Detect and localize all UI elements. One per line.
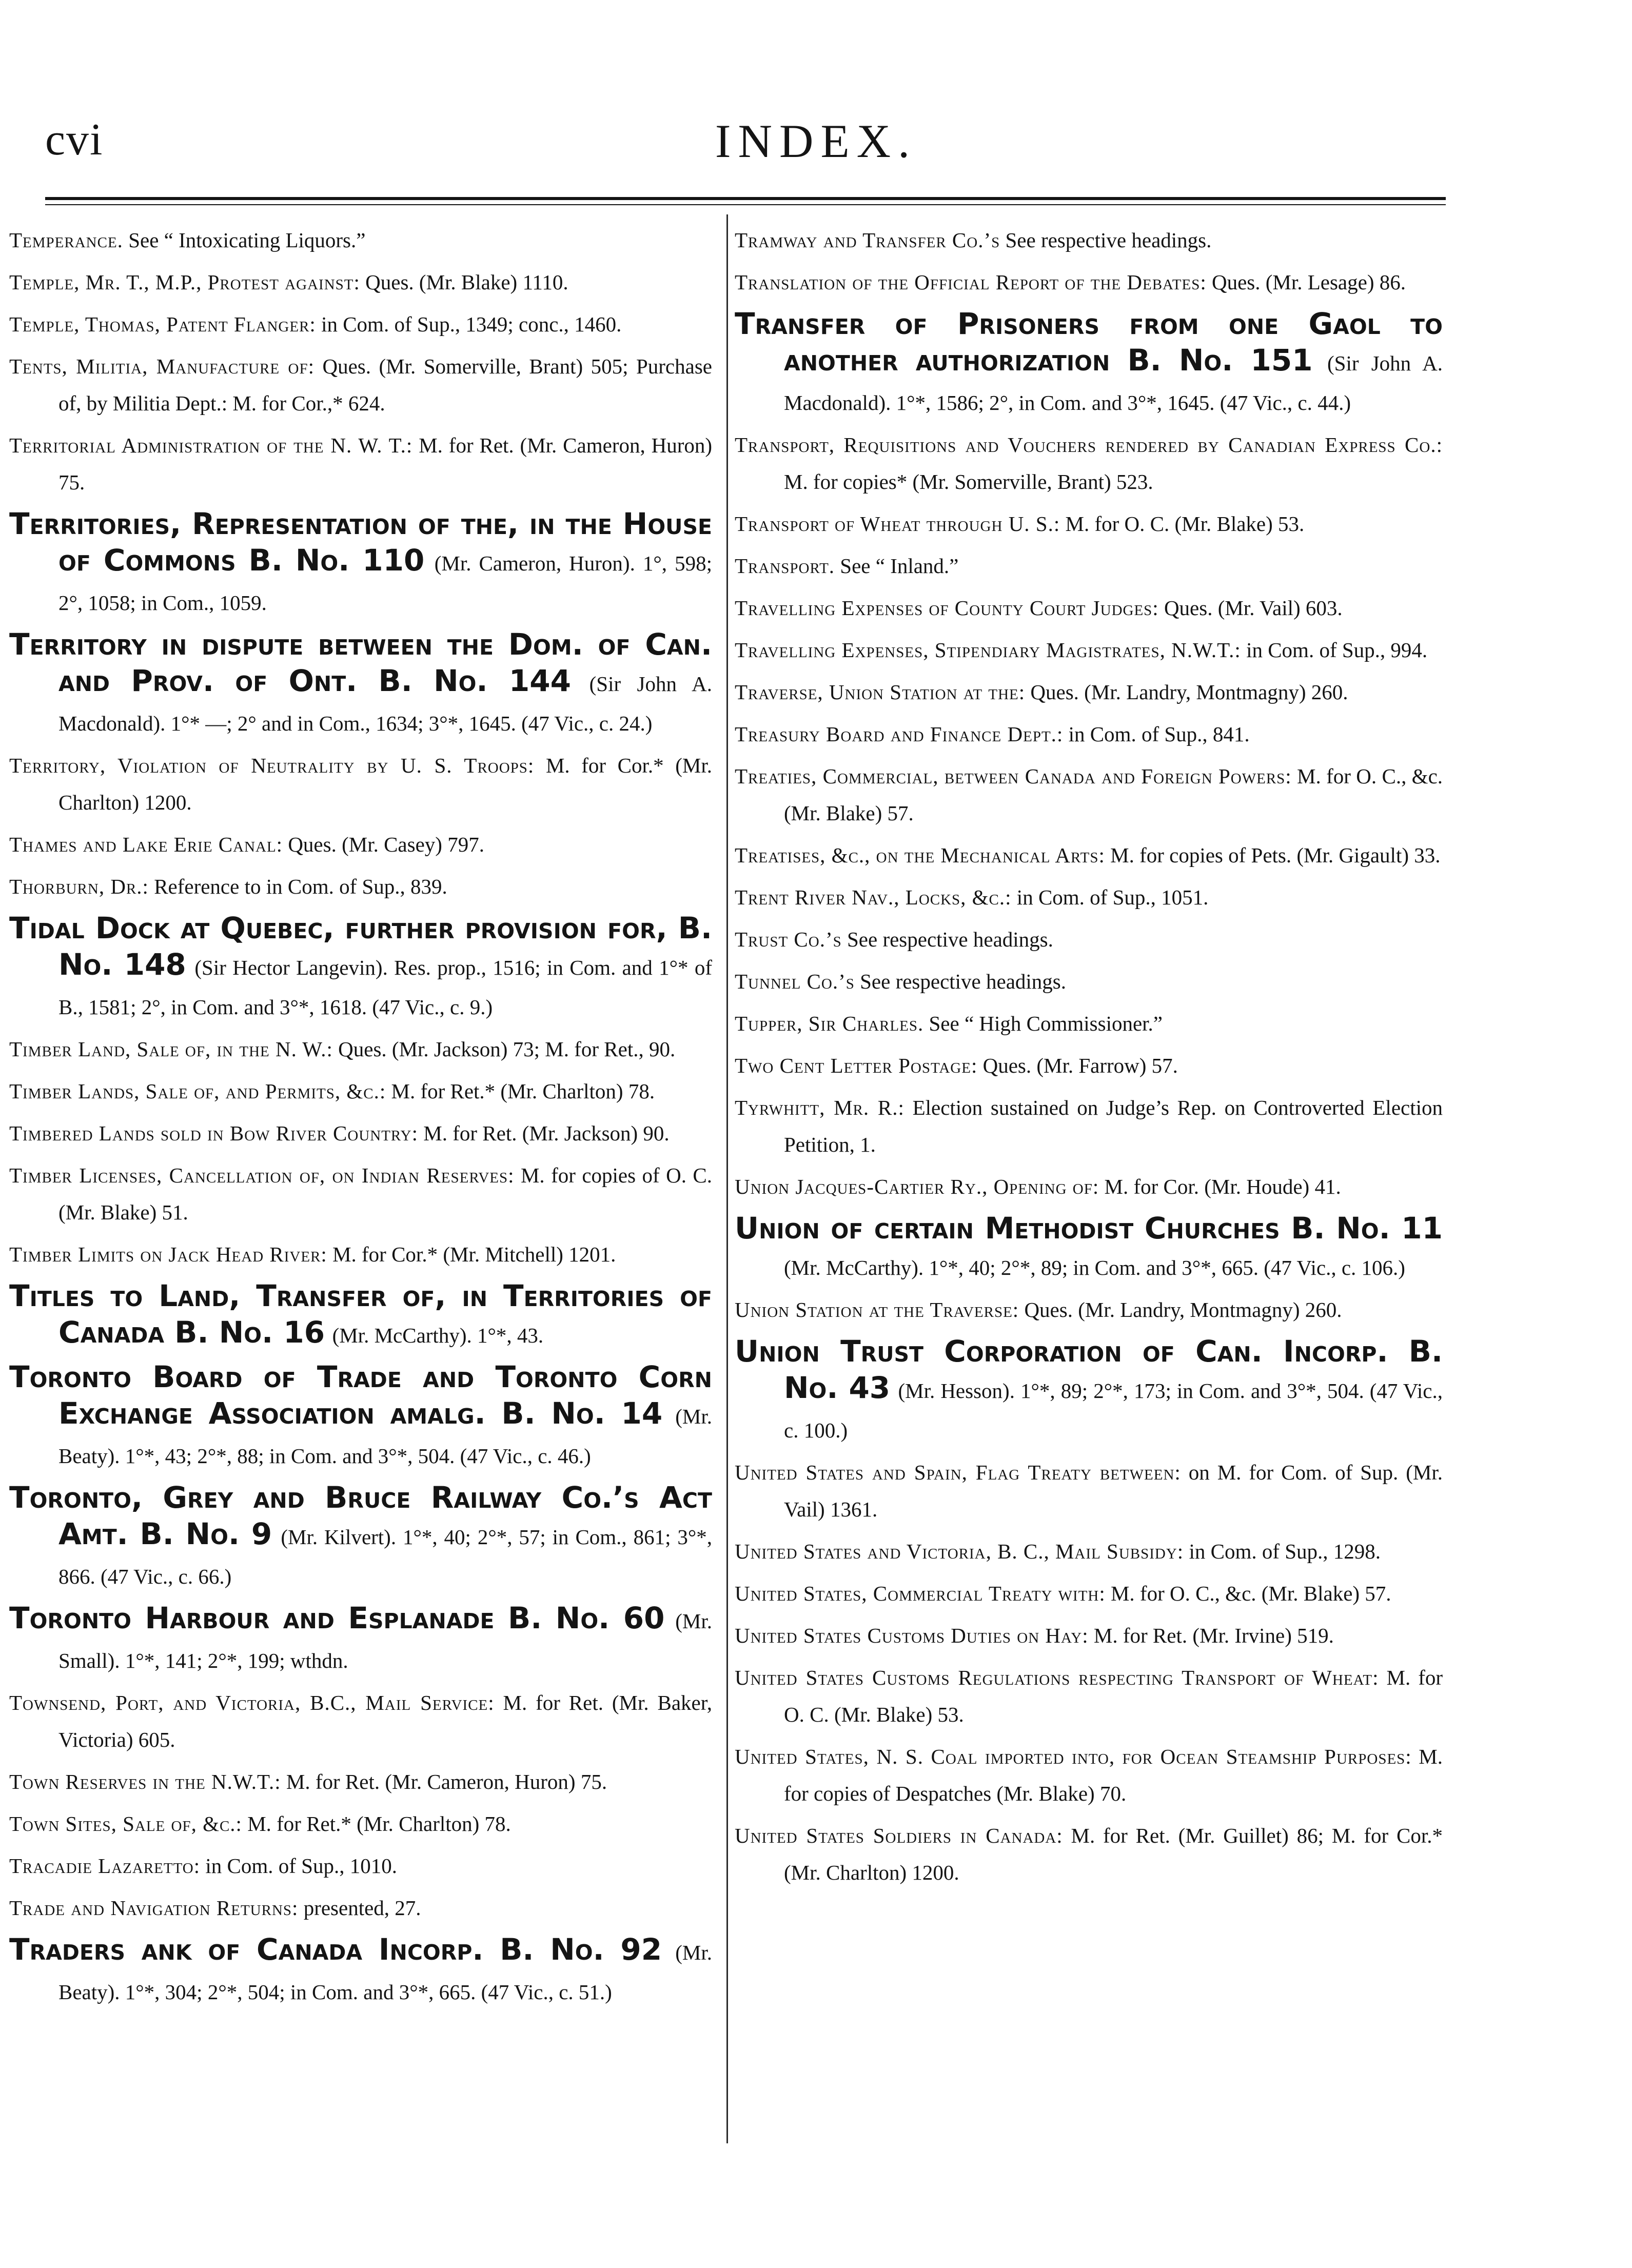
entry-heading: Thames and Lake Erie Canal:	[9, 833, 283, 856]
index-entry	[735, 1659, 1443, 1733]
page-number: cvi	[45, 115, 104, 165]
entry-detail: M. for copies of Despatches (Mr. Blake) 70.	[784, 1745, 1443, 1805]
entry-heading: Timbered Lands sold in Bow River Country:	[9, 1121, 419, 1145]
index-entry	[9, 427, 712, 501]
entry-heading: United States and Victoria, B. C., Mail Subsidy:	[735, 1540, 1184, 1563]
index-entry	[9, 1359, 712, 1474]
index-entry	[9, 1763, 712, 1800]
entry-detail: Ques. (Mr. Vail) 603.	[1164, 596, 1343, 620]
index-entry	[735, 1291, 1443, 1328]
entry-heading: Timber Land, Sale of, in the N. W.:	[9, 1037, 333, 1061]
entry-heading: Town Sites, Sale of, &c.:	[9, 1812, 242, 1836]
entry-heading: Tunnel Co.’s	[735, 970, 855, 993]
index-entry	[9, 1031, 712, 1068]
entry-heading: Two Cent Letter Postage:	[735, 1054, 978, 1077]
index-entry	[735, 837, 1443, 874]
entry-detail: in Com. of Sup., 1349; conc., 1460.	[321, 312, 622, 336]
entry-detail: M. for copies of Pets. (Mr. Gigault) 33.	[1110, 843, 1441, 867]
entry-heading: Travelling Expenses of County Court Judges:	[735, 596, 1159, 620]
entry-detail: M. for Cor. (Mr. Houde) 41.	[1104, 1175, 1341, 1198]
entry-heading: Tents, Militia, Manufacture of:	[9, 354, 315, 378]
entry-heading: Union of certain Methodist Churches B. No. 11	[735, 1211, 1443, 1246]
entry-detail: Ques. (Mr. Blake) 1110.	[365, 270, 568, 294]
entry-heading: Treasury Board and Finance Dept.:	[735, 722, 1064, 746]
entry-heading: Trade and Navigation Returns:	[9, 1896, 299, 1920]
entry-detail: Ques. (Mr. Landry, Montmagny) 260.	[1024, 1298, 1342, 1322]
entry-detail: (Sir John A. Macdonald). 1°*, 1586; 2°, in Com. and 3°*, 1645. (47 Vic., c. 44.)	[784, 351, 1443, 415]
entry-heading: Toronto, Grey and Bruce Railway Co.’s Act Amt. B. No. 9	[9, 1480, 712, 1551]
column-divider	[726, 214, 728, 2143]
index-entry	[735, 264, 1443, 301]
entry-heading: Toronto Board of Trade and Toronto Corn Exchange Association amalg. B. No. 14	[9, 1359, 712, 1431]
entry-detail: M. for Ret. (Mr. Baker, Victoria) 605.	[58, 1691, 712, 1751]
index-entry	[735, 306, 1443, 421]
entry-detail: M. for Cor.* (Mr. Mitchell) 1201.	[332, 1243, 616, 1266]
entry-heading: Transfer of Prisoners from one Gaol to another authorization B. No. 151	[735, 306, 1443, 378]
entry-detail: See respective headings.	[1005, 228, 1212, 252]
entry-detail: Ques. (Mr. Somerville, Brant) 505; Purchase of, by Militia Dept.: M. for Cor.,* 624.	[58, 354, 712, 415]
entry-detail: in Com. of Sup., 841.	[1068, 722, 1250, 746]
entry-heading: Territorial Administration of the N. W. T.:	[9, 433, 413, 457]
index-entry	[9, 1073, 712, 1110]
entry-detail: (Mr. Kilvert). 1°*, 40; 2°*, 57; in Com., 861; 3°*, 866. (47 Vic., c. 66.)	[58, 1525, 713, 1588]
index-entry	[9, 1480, 712, 1595]
index-entry	[9, 826, 712, 863]
entry-heading: Territory in dispute between the Dom. of Can. and Prov. of Ont. B. No. 144	[9, 627, 712, 698]
entry-detail: Ques. (Mr. Farrow) 57.	[982, 1054, 1178, 1077]
index-entry	[9, 1600, 712, 1679]
entry-heading: Tyrwhitt, Mr. R.:	[735, 1096, 905, 1119]
entry-detail: (Mr. Beaty). 1°*, 304; 2°*, 504; in Com. and 3°*, 665. (47 Vic., c. 51.)	[58, 1941, 712, 2004]
entry-detail: M. for Ret.* (Mr. Charlton) 78.	[247, 1812, 511, 1836]
entry-detail: (Sir John A. Macdonald). 1°* —; 2° and in Com., 1634; 3°*, 1645. (47 Vic., c. 24.)	[58, 672, 712, 735]
entry-heading: Transport of Wheat through U. S.:	[735, 512, 1060, 536]
index-entry	[9, 868, 712, 905]
entry-heading: Union Trust Corporation of Can. Incorp. B. No. 43	[735, 1334, 1443, 1405]
entry-heading: Trent River Nav., Locks, &c.:	[735, 885, 1012, 909]
index-entry	[735, 1005, 1443, 1042]
entry-detail: M. for O. C. (Mr. Blake) 53.	[784, 1666, 1443, 1726]
entry-heading: Trust Co.’s	[735, 928, 842, 951]
entry-heading: Traverse, Union Station at the:	[735, 680, 1026, 704]
entry-detail: Ques. (Mr. Casey) 797.	[288, 833, 484, 856]
right-index-column	[735, 222, 1443, 1896]
entry-detail: See “ Inland.”	[840, 554, 959, 578]
left-index-column	[9, 222, 712, 2016]
index-entry	[735, 222, 1443, 259]
entry-heading: United States Soldiers in Canada:	[735, 1824, 1063, 1847]
index-entry	[735, 1738, 1443, 1812]
index-entry	[9, 1278, 712, 1354]
index-entry	[9, 306, 712, 343]
index-entry	[735, 1089, 1443, 1163]
entry-heading: Titles to Land, Transfer of, in Territories of Canada B. No. 16	[9, 1278, 712, 1350]
index-entry	[9, 1157, 712, 1231]
entry-heading: Traders ank of Canada Incorp. B. No. 92	[9, 1932, 662, 1967]
index-entry	[735, 1817, 1443, 1891]
entry-detail: M. for Cor.* (Mr. Charlton) 1200.	[58, 754, 713, 814]
entry-detail: in Com. of Sup., 994.	[1246, 638, 1428, 662]
entry-detail: Election sustained on Judge’s Rep. on Controverted Election Petition, 1.	[784, 1096, 1443, 1156]
entry-heading: Treatises, &c., on the Mechanical Arts:	[735, 843, 1105, 867]
entry-detail: M. for Ret. (Mr. Irvine) 519.	[1093, 1624, 1334, 1647]
entry-heading: Townsend, Port, and Victoria, B.C., Mail Service:	[9, 1691, 495, 1714]
entry-detail: M. for Ret. (Mr. Cameron, Huron) 75.	[286, 1770, 607, 1793]
index-entry	[735, 963, 1443, 1000]
entry-heading: Transport.	[735, 554, 835, 578]
entry-detail: (Mr. Hesson). 1°*, 89; 2°*, 173; in Com. and 3°*, 504. (47 Vic., c. 100.)	[784, 1379, 1443, 1442]
entry-heading: Transport, Requisitions and Vouchers rendered by Canadian Express Co.:	[735, 433, 1443, 457]
header-rule-thin	[45, 204, 1446, 205]
index-entry	[735, 547, 1443, 584]
entry-heading: Translation of the Official Report of the Debates:	[735, 270, 1207, 294]
index-entry	[735, 1617, 1443, 1654]
entry-detail: in Com. of Sup., 1051.	[1016, 885, 1209, 909]
entry-heading: Temple, Thomas, Patent Flanger:	[9, 312, 316, 336]
index-entry	[735, 1210, 1443, 1286]
entry-heading: Union Jacques-Cartier Ry., Opening of:	[735, 1175, 1099, 1198]
index-entry	[735, 1454, 1443, 1528]
entry-detail: (Mr. Beaty). 1°*, 43; 2°*, 88; in Com. and 3°*, 504. (47 Vic., c. 46.)	[58, 1405, 712, 1468]
index-entry	[9, 1115, 712, 1152]
index-entry	[9, 1805, 712, 1842]
entry-detail: (Mr. McCarthy). 1°*, 43.	[332, 1324, 544, 1347]
index-entry	[9, 910, 712, 1025]
index-entry	[735, 758, 1443, 832]
index-entry	[9, 264, 712, 301]
entry-heading: United States Customs Duties on Hay:	[735, 1624, 1089, 1647]
entry-detail: Ques. (Mr. Jackson) 73; M. for Ret., 90.	[338, 1037, 676, 1061]
entry-detail: M. for copies of O. C. (Mr. Blake) 51.	[58, 1163, 712, 1224]
index-entry	[735, 589, 1443, 626]
entry-detail: See respective headings.	[860, 970, 1066, 993]
entry-detail: Ques. (Mr. Landry, Montmagny) 260.	[1030, 680, 1348, 704]
index-entry	[735, 921, 1443, 958]
index-entry	[735, 716, 1443, 753]
header-rule	[45, 197, 1446, 200]
entry-heading: Union Station at the Traverse:	[735, 1298, 1019, 1322]
index-entry	[9, 222, 712, 259]
entry-detail: Reference to in Com. of Sup., 839.	[154, 875, 447, 898]
entry-heading: United States, Commercial Treaty with:	[735, 1582, 1106, 1605]
entry-detail: (Mr. Small). 1°*, 141; 2°*, 199; wthdn.	[58, 1609, 713, 1672]
entry-heading: United States Customs Regulations respecting Transport of Wheat:	[735, 1666, 1379, 1689]
entry-heading: Tracadie Lazaretto:	[9, 1854, 201, 1878]
entry-detail: (Mr. McCarthy). 1°*, 40; 2°*, 89; in Com. and 3°*, 665. (47 Vic., c. 106.)	[784, 1256, 1405, 1279]
page-title: INDEX.	[715, 115, 917, 167]
entry-detail: in Com. of Sup., 1298.	[1189, 1540, 1381, 1563]
entry-heading: Timber Limits on Jack Head River:	[9, 1243, 327, 1266]
index-entry	[9, 1889, 712, 1926]
entry-heading: Toronto Harbour and Esplanade B. No. 60	[9, 1601, 665, 1635]
entry-heading: Timber Lands, Sale of, and Permits, &c.:	[9, 1079, 386, 1103]
entry-detail: on M. for Com. of Sup. (Mr. Vail) 1361.	[784, 1461, 1443, 1521]
entry-heading: Thorburn, Dr.:	[9, 875, 149, 898]
index-entry	[9, 1684, 712, 1758]
entry-detail: M. for O. C., &c. (Mr. Blake) 57.	[1110, 1582, 1391, 1605]
entry-heading: Territories, Representation of the, in the House of Commons B. No. 110	[9, 506, 712, 578]
entry-detail: (Mr. Cameron, Huron). 1°, 598; 2°, 1058; in Com., 1059.	[58, 551, 712, 615]
entry-heading: Tupper, Sir Charles.	[735, 1012, 924, 1035]
entry-detail: M. for Ret. (Mr. Cameron, Huron) 75.	[58, 433, 713, 494]
index-entry	[735, 632, 1443, 668]
entry-detail: M. for Ret.* (Mr. Charlton) 78.	[391, 1079, 655, 1103]
index-entry	[9, 506, 712, 621]
index-entry	[9, 626, 712, 742]
entry-heading: Tramway and Transfer Co.’s	[735, 228, 1000, 252]
entry-heading: United States and Spain, Flag Treaty between:	[735, 1461, 1181, 1484]
entry-detail: Ques. (Mr. Lesage) 86.	[1211, 270, 1406, 294]
entry-detail: (Sir Hector Langevin). Res. prop., 1516; in Com. and 1°* of B., 1581; 2°, in Com. and 3°*, 1618. (47 Vic., c. 9.)	[58, 956, 712, 1019]
entry-heading: Treaties, Commercial, between Canada and Foreign Powers:	[735, 764, 1292, 788]
index-entry	[735, 505, 1443, 542]
entry-heading: Tidal Dock at Quebec, further provision for, B. No. 148	[9, 911, 712, 982]
entry-heading: Timber Licenses, Cancellation of, on Indian Reserves:	[9, 1163, 515, 1187]
entry-detail: in Com. of Sup., 1010.	[205, 1854, 397, 1878]
entry-detail: M. for O. C., &c. (Mr. Blake) 57.	[784, 764, 1443, 825]
index-entry	[9, 1931, 712, 2010]
index-entry	[735, 879, 1443, 916]
entry-detail: M. for Ret. (Mr. Guillet) 86; M. for Cor.* (Mr. Charlton) 1200.	[784, 1824, 1443, 1884]
index-entry	[735, 674, 1443, 711]
entry-detail: presented, 27.	[303, 1896, 421, 1920]
index-entry	[735, 426, 1443, 500]
index-entry	[9, 1847, 712, 1884]
entry-heading: Temperance.	[9, 228, 123, 252]
index-entry	[735, 1575, 1443, 1612]
index-entry	[9, 747, 712, 821]
entry-heading: Travelling Expenses, Stipendiary Magistrates, N.W.T.:	[735, 638, 1241, 662]
index-entry	[735, 1168, 1443, 1205]
entry-detail: See “ Intoxicating Liquors.”	[128, 228, 366, 252]
entry-heading: Territory, Violation of Neutrality by U. S. Troops:	[9, 754, 535, 777]
entry-detail: M. for Ret. (Mr. Jackson) 90.	[423, 1121, 670, 1145]
index-entry	[735, 1333, 1443, 1449]
entry-heading: Temple, Mr. T., M.P., Protest against:	[9, 270, 360, 294]
index-entry	[9, 348, 712, 422]
entry-detail: See “ High Commissioner.”	[929, 1012, 1163, 1035]
entry-detail: M. for O. C. (Mr. Blake) 53.	[1065, 512, 1305, 536]
entry-detail: See respective headings.	[847, 928, 1053, 951]
entry-detail: M. for copies* (Mr. Somerville, Brant) 523.	[784, 470, 1153, 494]
index-entry	[735, 1047, 1443, 1084]
index-entry	[735, 1533, 1443, 1570]
index-entry	[9, 1236, 712, 1273]
entry-heading: United States, N. S. Coal imported into, for Ocean Steamship Purposes:	[735, 1745, 1412, 1768]
entry-heading: Town Reserves in the N.W.T.:	[9, 1770, 281, 1793]
